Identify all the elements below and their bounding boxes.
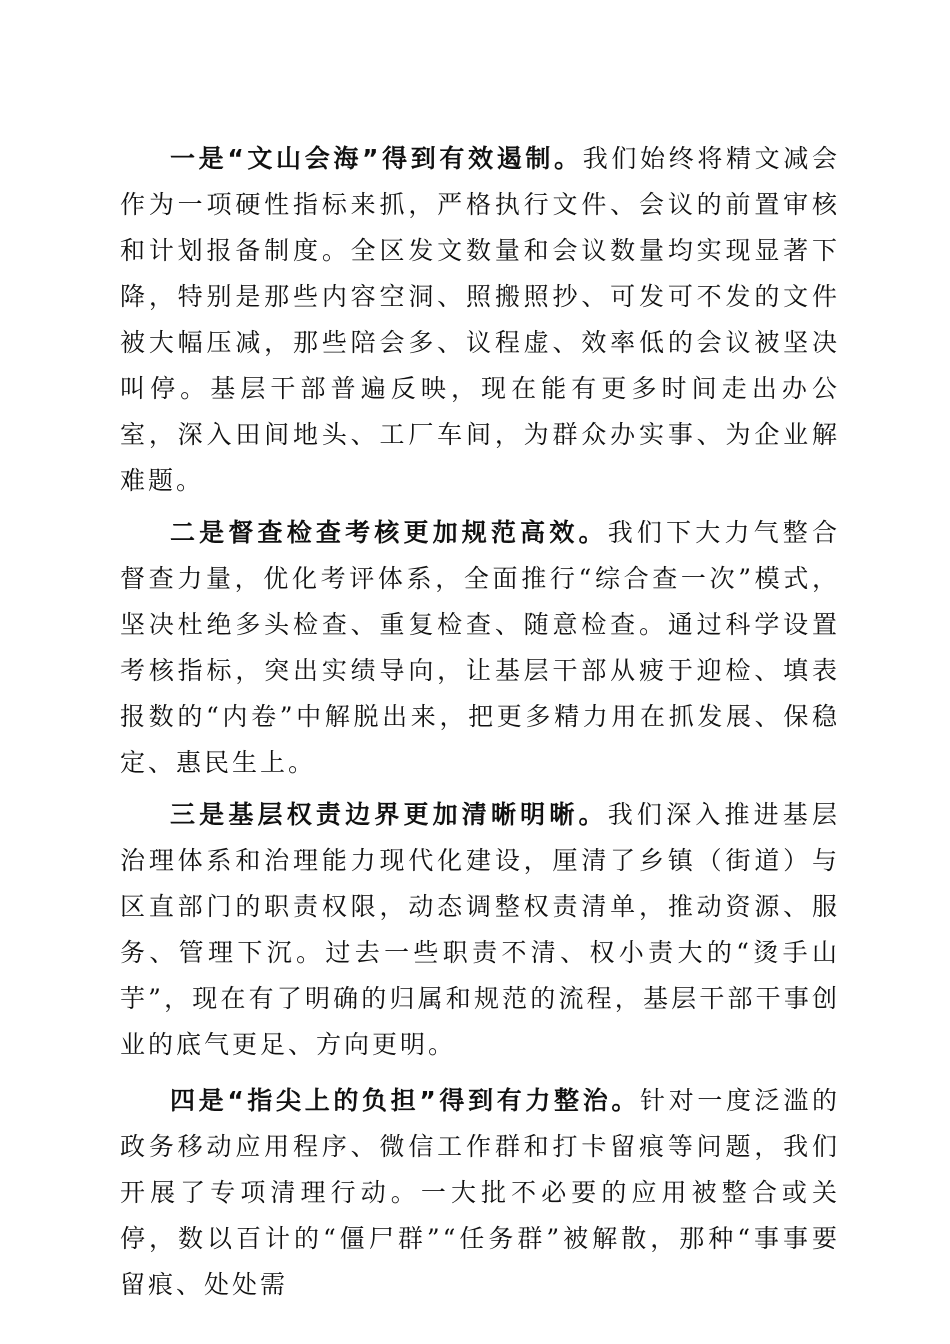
- paragraph-4-text: 针对一度泛滥的政务移动应用程序、微信工作群和打卡留痕等问题，我们开展了专项清理行动。一大批不必要的应用被整合或关停，数以百计的“僵尸群”“任务群”被解散，那种“事事要留痕、处处需: [120, 1086, 840, 1299]
- paragraph-1: [120, 136, 840, 504]
- paragraph-1-heading: 一是“文山会海”得到有效遏制。: [170, 144, 583, 173]
- paragraph-4: [120, 1078, 840, 1308]
- paragraph-2-text: 我们下大力气整合督查力量，优化考评体系，全面推行“综合查一次”模式，坚决杜绝多头检查、重复检查、随意检查。通过科学设置考核指标，突出实绩导向，让基层干部从疲于迎检、填表报数的“内卷”中解脱出来，把更多精力用在抓发展、保稳定、惠民生上。: [120, 518, 840, 777]
- paragraph-2: [120, 510, 840, 786]
- paragraph-3: [120, 792, 840, 1068]
- paragraph-3-heading: 三是基层权责边界更加清晰明晰。: [170, 800, 608, 829]
- paragraph-4-heading: 四是“指尖上的负担”得到有力整治。: [170, 1086, 641, 1115]
- paragraph-3-text: 我们深入推进基层治理体系和治理能力现代化建设，厘清了乡镇（街道）与区直部门的职责权限，动态调整权责清单，推动资源、服务、管理下沉。过去一些职责不清、权小责大的“烫手山芋”，现在有了明确的归属和规范的流程，基层干部干事创业的底气更足、方向更明。: [120, 800, 840, 1059]
- paragraph-2-heading: 二是督查检查考核更加规范高效。: [170, 518, 608, 547]
- document-body: [120, 136, 840, 1314]
- paragraph-1-text: 我们始终将精文减会作为一项硬性指标来抓，严格执行文件、会议的前置审核和计划报备制度。全区发文数量和会议数量均实现显著下降，特别是那些内容空洞、照搬照抄、可发可不发的文件被大幅压减，那些陪会多、议程虚、效率低的会议被坚决叫停。基层干部普遍反映，现在能有更多时间走出办公室，深入田间地头、工厂车间，为群众办实事、为企业解难题。: [120, 144, 840, 495]
